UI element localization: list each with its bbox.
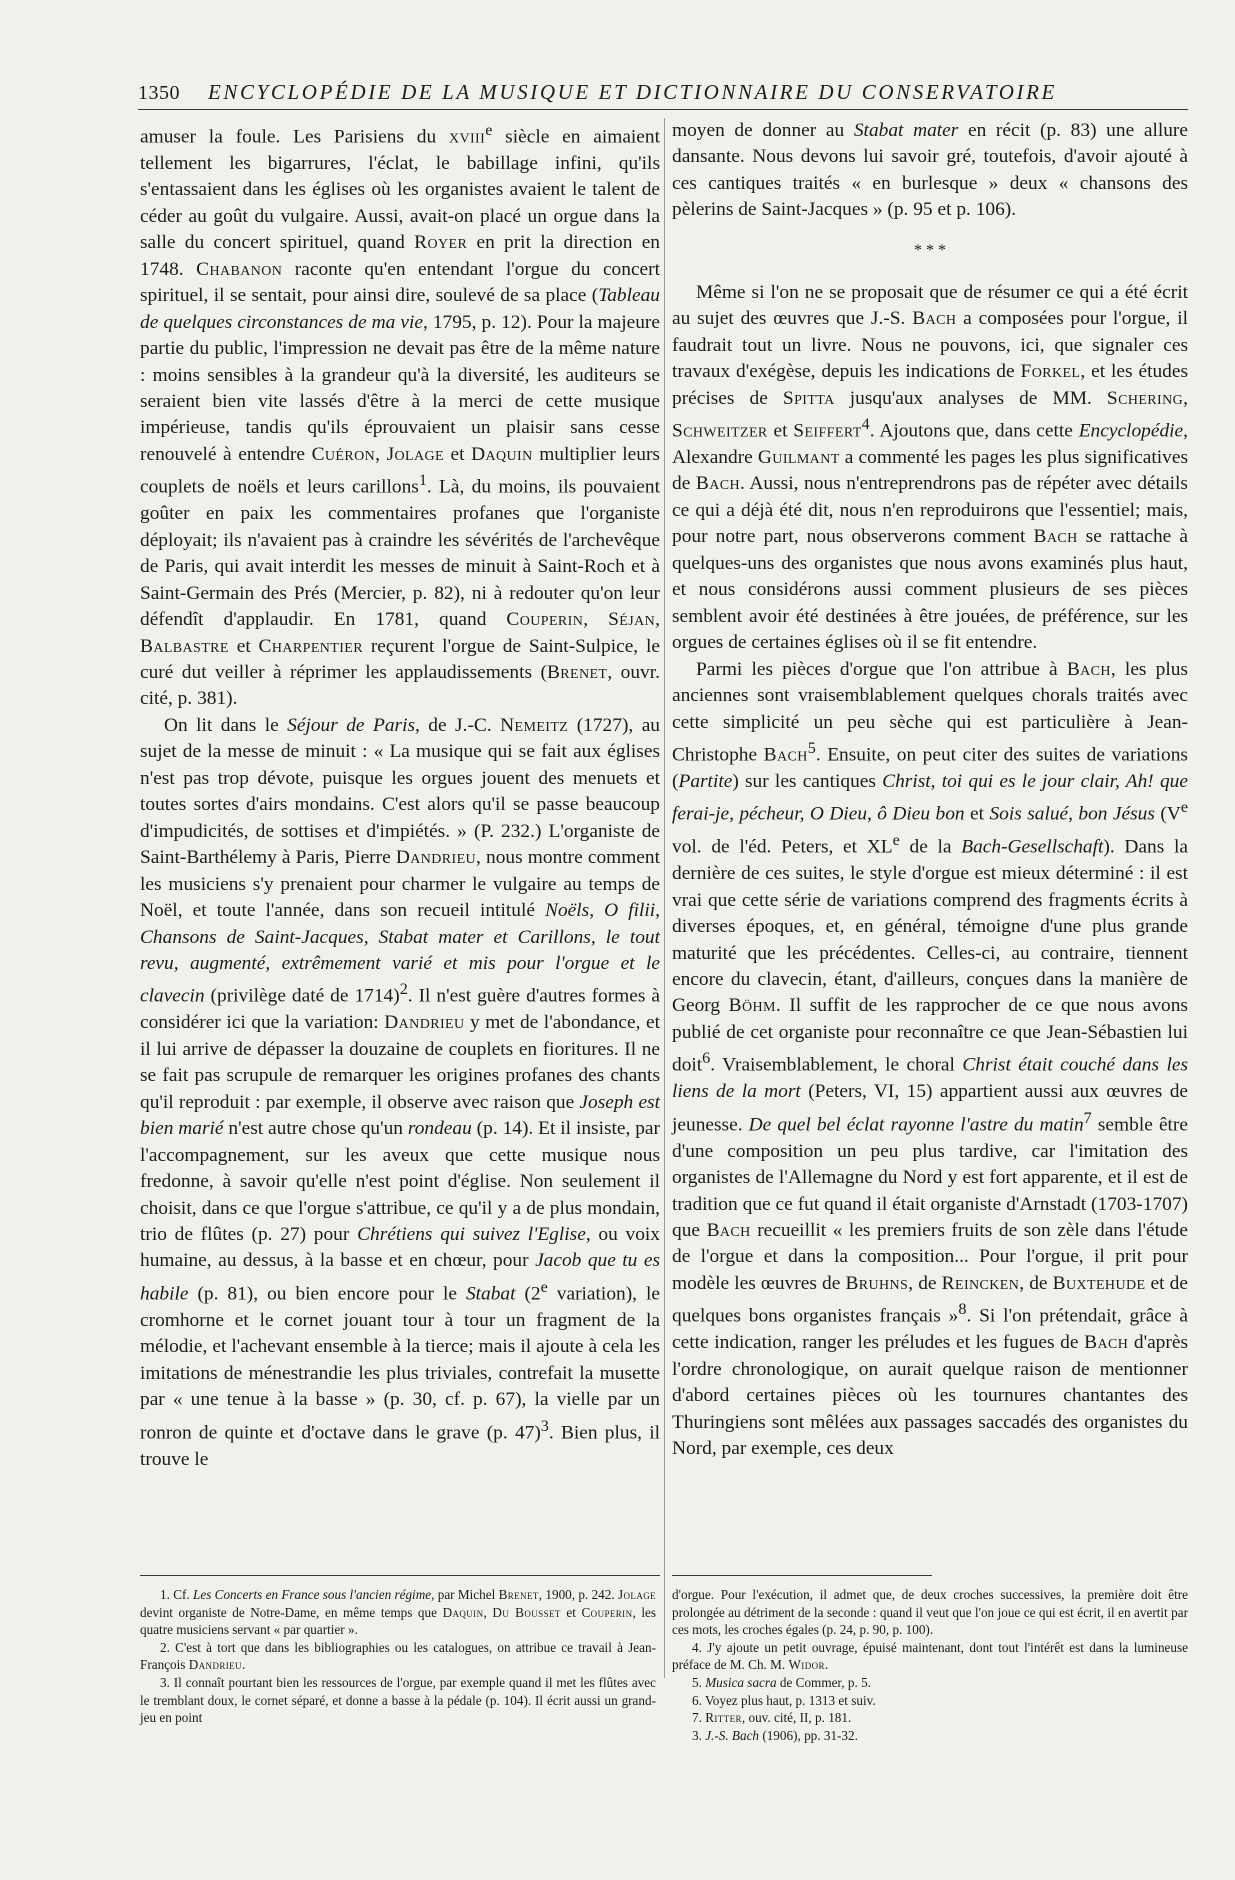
- footnote-ref: 2: [399, 981, 408, 999]
- footnote-ref: 6: [702, 1050, 711, 1068]
- footnote-rule-right: [672, 1575, 932, 1576]
- running-title: ENCYCLOPÉDIE DE LA MUSIQUE ET DICTIONNAIRE DU CONSERVATOIRE: [208, 80, 1057, 104]
- footnote-ref: 3: [540, 1417, 549, 1435]
- footnote-7: 7. Ritter, ouv. cité, II, p. 181.: [692, 1710, 852, 1726]
- footnotes-right: [672, 1586, 1188, 1744]
- left-paragraph-2: On lit dans le Séjour de Paris, de J.-C. Nemeitz (1727), au sujet de la messe de minuit : « La musique qui se fait aux églises n'est pas trop dévote, puisque les orgues jouent des menuets et toutes sortes d'airs mondains. C'est alors qu'il se passe beaucoup d'impudicités, de sottises et d'impiétés. » (P. 232.) L'organiste de Saint-Barthélemy à Paris, Pierre Dandrieu, nous montre comment les musiciens s'y prenaient pour charmer le vulgaire au temps de Noël, et toute l'année, dans son recueil intitulé Noëls, O filii, Chansons de Saint-Jacques, Stabat mater et Carillons, le tout revu, augmenté, extrêmement varié et mis pour l'orgue et le clavecin (privilège daté de 1714)$^2$. Il n'est guère d'autres formes à considérer ici que la variation: Dandrieu y met de l'abondance, et il lui arrive de dépasser la douzaine de couplets en fioritures. Il ne se fait pas scrupule de remarquer les origines profanes des chants qu'il reproduit : par exemple, il observe avec raison que Joseph est bien marié n'est autre chose qu'un rondeau (p. 14). Et il insiste, par l'accompagnement, sur les aveux que cette musique nous fredonne, à savoir qu'elle n'est point d'église. Non seulement il choisit, dans ce que l'orgue s'attribue, ce qu'il y a de plus mondain, trio de flûtes (p. 27) pour Chrétiens qui suivez l'Eglise, ou voix humaine, au dessus, à la basse et en chœur, pour Jacob que tu es habile (p. 81), ou bien encore pour le Stabat (2e variation), le cromhorne et le cornet jouant tour à tour un fragment de la mélodie, et l'achevant ensemble à la tierce; mais il ajoute à cela les imitations de ménestrandie les plus triviales, contrefait la musette par « une tenue à la basse » (p. 30, cf. p. 67), la vielle par un ronron de quinte et d'octave dans le grave (p. 47)$^3$. Bien plus, il trouve le: [140, 714, 661, 1470]
- footnote-ref: 5: [807, 739, 816, 757]
- footnote-ref: 4: [861, 416, 870, 434]
- footnote-ref: 1: [418, 472, 427, 490]
- column-divider: [664, 118, 665, 1678]
- footnote-rule-left: [140, 1575, 660, 1576]
- footnote-5: 5. Musica sacra de Commer, p. 5.: [692, 1674, 871, 1690]
- right-column: [672, 118, 1188, 1463]
- right-paragraph-1: moyen de donner au Stabat mater en récit (p. 83) une allure dansante. Nous devons lui savoir gré, toutefois, d'avoir ajouté à ces cantiques traités « en burlesque » deux « chansons des pèlerins de Saint-Jacques » (p. 95 et p. 106).: [672, 120, 1188, 221]
- right-paragraph-2: Même si l'on ne se proposait que de résumer ce qui a été écrit au sujet des œuvres que J.-S. Bach a composées pour l'orgue, il faudrait tout un livre. Nous ne pouvons, ici, que signaler ces travaux d'exégèse, depuis les indications de Forkel, et les études précises de Spitta jusqu'aux analyses de MM. Schering, Schweitzer et Seiffert$^4$. Ajoutons que, dans cette Encyclopédie, Alexandre Guilmant a commenté les pages les plus significatives de Bach. Aussi, nous n'entreprendrons pas de répéter avec détails ce qui a déjà été dit, nous n'en reproduirons que l'essentiel; mais, pour notre part, nous observerons comment Bach se rattache à quelques-uns des organistes que nous avons examinés plus haut, et nous considérons aussi comment plusieurs de ses pièces semblent avoir été destinées à être jouées, de préférence, sur les orgues de certaines églises où il se fit entendre.: [672, 281, 1188, 654]
- section-separator: * * *: [914, 241, 946, 259]
- footnote-3: 3. Il connaît pourtant bien les ressources de l'orgue, par exemple quand il met les flûtes avec le tremblant doux, le cornet séparé, et donne a basse à la pédale (p. 104). Il écrit aussi un grand-jeu en point: [140, 1674, 656, 1726]
- right-paragraph-3: Parmi les pièces d'orgue que l'on attribue à Bach, les plus anciennes sont vraisemblablement quelques chorals traités avec cette simplicité un peu sèche qui est particulière à Jean-Christophe Bach$^5$. Ensuite, on peut citer des suites de variations (Partite) sur les cantiques Christ, toi qui es le jour clair, Ah! que ferai-je, pécheur, O Dieu, ô Dieu bon et Sois salué, bon Jésus (Ve vol. de l'éd. Peters, et XLe de la Bach-Gesellschaft). Dans la dernière de ces suites, le style d'orgue est mieux déterminé : il est vrai que cette série de variations comprend des fragments écrits à diverses époques, et, en général, témoigne d'une plus grande maturité que les précédentes. Celles-ci, au contraire, tiennent encore du clavecin, étant, d'ailleurs, conçues dans la manière de Georg Böhm. Il suffit de les rapprocher de ce que nous avons publié de cet organiste pour reconnaître ce que Jean-Sébastien lui doit$^6$. Vraisemblablement, le choral Christ était couché dans les liens de la mort (Peters, VI, 15) appartient aussi aux œuvres de jeunesse. De quel bel éclat rayonne l'astre du matin$^7$ semble être d'une composition un peu plus tardive, car l'imitation des organistes de l'Allemagne du Nord y est fort apparente, et il est de tradition que ce fut quand il était organiste d'Arnstadt (1703-1707) que Bach recueillit « les premiers fruits de son zèle dans l'étude de l'orgue et dans la composition... Pour l'orgue, il prit pour modèle les œuvres de Bruhns, de Reincken, de Buxtehude et de quelques bons organistes français »$^8$. Si l'on prétendait, grâce à cette indication, ranger les préludes et les fugues de Bach d'après l'ordre chronologique, on aurait quelque raison de mentionner d'abord certaines pièces où les tournures chantantes des Thuringiens sont mêlées aux passages saccadés des organistes du Nord, par exemple, ces deux: [672, 658, 1189, 1460]
- footnote-2: 2. C'est à tort que dans les bibliographies ou les catalogues, on attribue ce travail à Jean-François Dandrieu.: [140, 1639, 656, 1673]
- footnotes-left: [140, 1586, 656, 1727]
- footnote-ref: 8: [958, 1301, 967, 1319]
- left-paragraph-1: amuser la foule. Les Parisiens du xviii$^e$ siècle en aimaient tellement les bigarrures, l'éclat, le babillage infini, qu'ils s'entassaient dans les églises où les organistes avaient le talent de céder au goût du vulgaire. Aussi, avait-on placé un orgue dans la salle du concert spirituel, quand Royer en prit la direction en 1748. Chabanon raconte qu'en entendant l'orgue du concert spirituel, il se sentait, pour ainsi dire, soulevé de sa place (Tableau de quelques circonstances de ma vie, 1795, p. 12). Pour la majeure partie du public, l'impression ne devait pas être de la même nature : moins sensibles à la grandeur qu'à la diversité, les auditeurs se seraient bien vite lassés d'être à la merci de cette musique impérieuse, tandis qu'ils éprouvaient un plaisir sans cesse renouvelé à entendre Cuéron, Jolage et Daquin multiplier leurs couplets de noëls et leurs carillons$^1$. Là, du moins, ils pouvaient goûter en paix les commentaires profanes que l'organiste déployait; ils n'avaient pas à craindre les sévérités de l'archevêque de Paris, qui avait interdit les messes de minuit à Saint-Roch et à Saint-Germain des Prés (Mercier, p. 82), ni à redouter qu'on leur défendît d'applaudir. En 1781, quand Couperin, Séjan, Balbastre et Charpentier reçurent l'orgue de Saint-Sulpice, le curé dut veiller à réprimer les applaudissements (Brenet, ouvr. cité, p. 381).: [140, 122, 661, 710]
- footnote-ref: 7: [1083, 1109, 1092, 1127]
- left-column: [140, 118, 660, 1473]
- footnote-6: 6. Voyez plus haut, p. 1313 et suiv.: [692, 1692, 876, 1708]
- footnote-1: 1. Cf. Les Concerts en France sous l'ancien régime, par Michel Brenet, 1900, p. 242. Jolage devint organiste de Notre-Dame, en même temps que Daquin, Du Bousset et Couperin, les quatre musiciens servant « par quartier ».: [140, 1587, 657, 1638]
- footnote-3-continued: d'orgue. Pour l'exécution, il admet que, de deux croches successives, la première doit être prolongée au détriment de la seconde : quand il veut que l'on joue ce qui est écrit, il en avertit par ces mots, les croches égales (p. 24, p. 90, p. 100).: [672, 1587, 1188, 1638]
- page-number: 1350: [138, 82, 180, 104]
- footnote-8: 3. J.-S. Bach (1906), pp. 31-32.: [692, 1727, 858, 1743]
- page-header: [138, 80, 1188, 110]
- footnote-4: 4. J'y ajoute un petit ouvrage, épuisé maintenant, dont tout l'intérêt est dans la lumineuse préface de M. Ch. M. Widor.: [672, 1639, 1188, 1673]
